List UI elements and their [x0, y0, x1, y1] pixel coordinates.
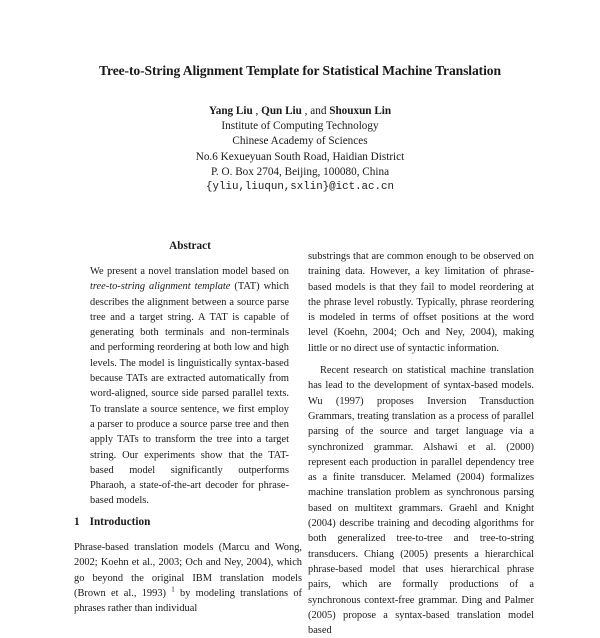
right-column — [308, 249, 534, 638]
author-name: Qun Liu — [261, 105, 302, 117]
address: No.6 Kexueyuan South Road, Haidian District — [195, 150, 405, 163]
author-name: Yang Liu — [208, 105, 253, 117]
intro-text-end: by modeling translations of phrases rather than individual — [74, 587, 302, 615]
author-name: Shouxun Lin — [329, 105, 392, 117]
section-title: Introduction — [89, 516, 151, 528]
right-paragraph-2: Recent research on statistical machine translation has lead to the development of syntax-based models. Wu (1997) proposes Inversion Transduction Grammars, treating translation as a process of parallel parsing of the source and target language via a synchronized grammar. Alshawi et al. (2000) represent each production in parallel dependency tree as a finite transducer. Melamed (2004) formalizes machine translation problem as synchronous parsing based on multitext grammars. Graehl and Knight (2004) describe training and decoding algorithms for both generalized tree-to-tree and tree-to-string transducers. Chiang (2005) presents a hierarchical phrase-based model that uses hierarchical phrase pairs, which are formally productions of a synchronous context-free grammar. Ding and Palmer (2005) propose a syntax-based translation model based — [308, 365, 534, 637]
author-separator: , — [252, 105, 262, 117]
abstract-body — [90, 264, 289, 509]
section-heading-introduction — [74, 516, 150, 528]
intro-text-start: Phrase-based translation models (Marcu and Wong, 2002; Koehn et al., 2003; Och and Ney, 2004), which go beyond the original IBM translation models (Brown et al., 1993) — [74, 542, 302, 599]
footnote-mark: 1 — [171, 585, 175, 594]
abstract-paragraph — [90, 264, 289, 509]
postal-address: P. O. Box 2704, Beijing, 100080, China — [210, 165, 390, 178]
author-block — [0, 104, 600, 195]
email: {yliu,liuqun,sxlin}@ict.ac.cn — [206, 181, 394, 194]
introduction-body — [74, 540, 302, 616]
intro-paragraph — [74, 540, 302, 616]
author-separator: , and — [301, 105, 330, 117]
abstract-text-start: We present a novel translation model based on — [90, 266, 289, 277]
affiliation: Institute of Computing Technology — [221, 120, 379, 133]
abstract-heading: Abstract — [169, 240, 211, 252]
paper-title: Tree-to-String Alignment Template for Statistical Machine Translation — [99, 63, 501, 78]
section-number: 1 — [74, 516, 80, 528]
abstract-text-end: (TAT) which describes the alignment between a source parse tree and a target string. A TAT is capable of generating both terminals and non-terminals and performing reordering at both low and high levels. The model is linguistically syntax-based because TATs are extracted automatically from word-aligned, source side parsed parallel texts. To translate a source sentence, we first employ a parser to produce a source parse tree and then apply TATs to transform the tree into a target string. Our experiments show that the TAT-based model significantly outperforms Pharaoh, a state-of-the-art decoder for phrase-based models. — [90, 281, 289, 507]
author-names — [0, 104, 600, 119]
abstract-emphasis: tree-to-string alignment template — [90, 281, 231, 293]
right-paragraph-1: substrings that are common enough to be observed on training data. However, a key limitation of phrase-based models is that they fail to model reordering at the phrase level robustly. Typically, phrase reordering is modeled in terms of offset positions at the word level (Koehn, 2004; Och and Ney, 2004), making little or no direct use of syntactic information. — [308, 251, 534, 354]
organization: Chinese Academy of Sciences — [232, 135, 368, 148]
